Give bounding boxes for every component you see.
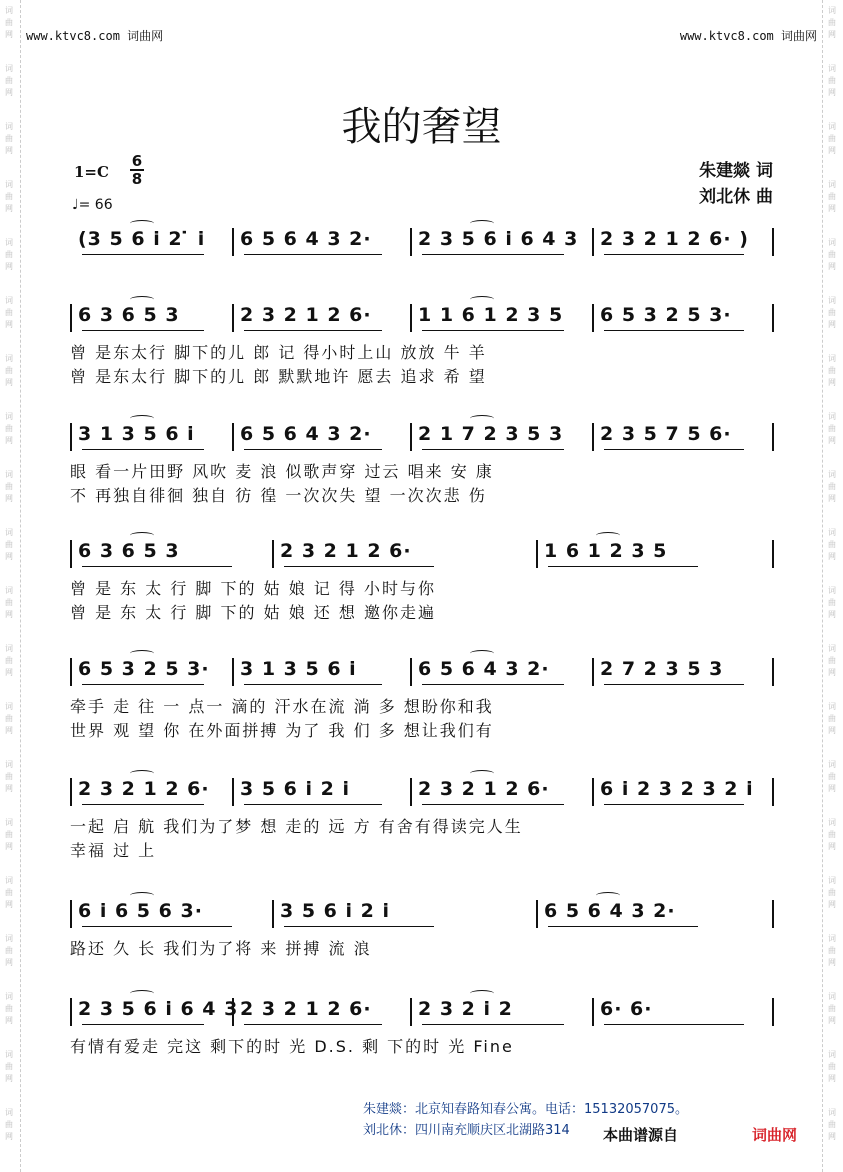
watermark-glyph: 曲 xyxy=(828,656,836,665)
lyricist-credit: 朱建燚 词 xyxy=(699,161,773,181)
watermark-glyph: 词 xyxy=(5,470,13,479)
beam-underline xyxy=(82,804,204,805)
source-brand-logo[interactable]: 词曲网 xyxy=(752,1126,798,1144)
lyric-line: 路还 久 长 我们为了将 来 拼搏 流 浪 xyxy=(70,939,372,958)
measure-notes: 6· 6· xyxy=(600,998,653,1020)
watermark-glyph: 网 xyxy=(828,378,836,387)
bar-line xyxy=(232,228,234,256)
slur-mark xyxy=(470,990,494,997)
watermark-glyph: 曲 xyxy=(5,192,13,201)
beam-underline xyxy=(604,254,744,255)
bar-line xyxy=(592,228,594,256)
bar-line xyxy=(410,998,412,1026)
measure-notes: 6 5 3 2 5 3· xyxy=(78,658,210,680)
watermark-glyph: 词 xyxy=(5,6,13,15)
lyric-line: 不 再独自徘徊 独自 彷 徨 一次次失 望 一次次悲 伤 xyxy=(70,486,487,505)
watermark-glyph: 曲 xyxy=(828,714,836,723)
bar-line xyxy=(70,900,72,928)
watermark-glyph: 词 xyxy=(5,644,13,653)
beam-underline xyxy=(244,804,382,805)
left-margin-watermark xyxy=(0,0,21,1172)
beam-underline xyxy=(422,449,564,450)
watermark-glyph: 网 xyxy=(5,262,13,271)
measure-notes: 3 1 3 5 6 i xyxy=(78,423,195,445)
watermark-glyph: 网 xyxy=(828,494,836,503)
watermark-glyph: 曲 xyxy=(5,250,13,259)
watermark-glyph: 网 xyxy=(828,726,836,735)
beam-underline xyxy=(82,1024,204,1025)
watermark-glyph: 词 xyxy=(5,412,13,421)
slur-mark xyxy=(470,650,494,657)
bar-line xyxy=(536,900,538,928)
watermark-glyph: 曲 xyxy=(5,540,13,549)
beam-underline xyxy=(422,330,564,331)
watermark-glyph: 网 xyxy=(828,146,836,155)
beam-underline xyxy=(244,330,382,331)
watermark-glyph: 曲 xyxy=(5,308,13,317)
watermark-glyph: 词 xyxy=(828,992,836,1001)
bar-line xyxy=(410,658,412,686)
footer-contact-lyricist: 朱建燚：北京知春路知春公寓。电话：15132057075。 xyxy=(363,1102,688,1117)
beam-underline xyxy=(82,449,204,450)
measure-notes: 2 3 5 6 i 6 4 3 xyxy=(418,228,579,250)
watermark-glyph: 曲 xyxy=(5,1062,13,1071)
slur-mark xyxy=(470,296,494,303)
beam-underline xyxy=(244,449,382,450)
measure-notes: 2 3 2 1 2 6· ) xyxy=(600,228,749,250)
bar-line xyxy=(772,540,774,568)
watermark-glyph: 网 xyxy=(5,146,13,155)
lyric-line: 牵手 走 往 一 点一 滴的 汗水在流 淌 多 想盼你和我 xyxy=(70,697,494,716)
watermark-glyph: 曲 xyxy=(5,888,13,897)
bar-line xyxy=(772,778,774,806)
beam-underline xyxy=(82,684,204,685)
watermark-glyph: 曲 xyxy=(5,1120,13,1129)
watermark-glyph: 曲 xyxy=(5,656,13,665)
bar-line xyxy=(772,228,774,256)
watermark-glyph: 词 xyxy=(828,528,836,537)
slur-mark xyxy=(130,770,154,777)
watermark-glyph: 词 xyxy=(5,934,13,943)
watermark-glyph: 词 xyxy=(828,122,836,131)
bar-line xyxy=(772,998,774,1026)
watermark-glyph: 网 xyxy=(5,204,13,213)
watermark-glyph: 曲 xyxy=(828,772,836,781)
beam-underline xyxy=(244,254,382,255)
measure-notes: 1 1 6 1 2 3 5 xyxy=(418,304,564,326)
beam-underline xyxy=(284,566,434,567)
bar-line xyxy=(772,423,774,451)
watermark-glyph: 曲 xyxy=(828,540,836,549)
watermark-glyph: 网 xyxy=(5,552,13,561)
footer-contact-composer: 刘北休：四川南充顺庆区北湖路314 xyxy=(363,1123,570,1138)
watermark-glyph: 词 xyxy=(828,470,836,479)
watermark-glyph: 词 xyxy=(5,992,13,1001)
watermark-glyph: 网 xyxy=(5,784,13,793)
beam-underline xyxy=(548,566,698,567)
watermark-glyph: 网 xyxy=(5,610,13,619)
bar-line xyxy=(70,778,72,806)
watermark-glyph: 词 xyxy=(5,1108,13,1117)
beam-underline xyxy=(422,254,564,255)
slur-mark xyxy=(596,532,620,539)
measure-notes: 6 5 6 4 3 2· xyxy=(418,658,550,680)
watermark-glyph: 网 xyxy=(5,1016,13,1025)
watermark-glyph: 曲 xyxy=(828,366,836,375)
watermark-glyph: 词 xyxy=(828,180,836,189)
watermark-glyph: 词 xyxy=(5,818,13,827)
watermark-glyph: 网 xyxy=(5,320,13,329)
watermark-glyph: 词 xyxy=(828,354,836,363)
watermark-glyph: 曲 xyxy=(828,1004,836,1013)
beam-underline xyxy=(244,1024,382,1025)
bar-line xyxy=(772,658,774,686)
measure-notes: 2 3 2 1 2 6· xyxy=(240,998,372,1020)
slur-mark xyxy=(470,770,494,777)
beam-underline xyxy=(284,926,434,927)
measure-notes: 2 3 2 i 2 xyxy=(418,998,513,1020)
watermark-glyph: 词 xyxy=(5,296,13,305)
watermark-glyph: 曲 xyxy=(828,946,836,955)
watermark-glyph: 曲 xyxy=(5,946,13,955)
watermark-glyph: 网 xyxy=(828,436,836,445)
slur-mark xyxy=(130,892,154,899)
time-signature xyxy=(130,153,144,187)
site-url-right[interactable]: www.ktvc8.com 词曲网 xyxy=(679,29,817,43)
watermark-glyph: 词 xyxy=(828,296,836,305)
watermark-glyph: 词 xyxy=(828,586,836,595)
watermark-glyph: 词 xyxy=(5,528,13,537)
lyric-line: 曾 是 东 太 行 脚 下的 姑 娘 还 想 邀你走遍 xyxy=(70,603,436,622)
lyric-line: 有情有爱走 完这 剩下的时 光 D.S. 剩 下的时 光 Fine xyxy=(70,1037,514,1056)
beam-underline xyxy=(604,330,744,331)
watermark-glyph: 词 xyxy=(5,702,13,711)
slur-mark xyxy=(130,532,154,539)
bar-line xyxy=(592,304,594,332)
beam-underline xyxy=(604,1024,744,1025)
watermark-glyph: 网 xyxy=(5,842,13,851)
watermark-glyph: 词 xyxy=(828,412,836,421)
watermark-glyph: 网 xyxy=(5,726,13,735)
measure-notes: 6 i 6 5 6 3· xyxy=(78,900,203,922)
measure-notes: 3 5 6 i 2 i xyxy=(280,900,390,922)
beam-underline xyxy=(422,684,564,685)
watermark-glyph: 词 xyxy=(828,702,836,711)
bar-line xyxy=(536,540,538,568)
watermark-glyph: 曲 xyxy=(828,308,836,317)
watermark-glyph: 网 xyxy=(828,88,836,97)
watermark-glyph: 网 xyxy=(828,204,836,213)
watermark-glyph: 词 xyxy=(5,354,13,363)
watermark-glyph: 词 xyxy=(5,1050,13,1059)
measure-notes: 2 3 2 1 2 6· xyxy=(78,778,210,800)
lyric-line: 眼 看一片田野 风吹 麦 浪 似歌声穿 过云 唱来 安 康 xyxy=(70,462,494,481)
slur-mark xyxy=(130,415,154,422)
watermark-glyph: 词 xyxy=(828,1050,836,1059)
key-signature: 1=C xyxy=(74,163,109,181)
watermark-glyph: 网 xyxy=(828,1132,836,1141)
watermark-glyph: 曲 xyxy=(828,18,836,27)
watermark-glyph: 曲 xyxy=(828,424,836,433)
watermark-glyph: 词 xyxy=(828,876,836,885)
watermark-glyph: 词 xyxy=(828,6,836,15)
watermark-glyph: 词 xyxy=(828,644,836,653)
watermark-glyph: 词 xyxy=(5,238,13,247)
bar-line xyxy=(592,778,594,806)
watermark-glyph: 曲 xyxy=(5,134,13,143)
watermark-glyph: 网 xyxy=(5,30,13,39)
watermark-glyph: 曲 xyxy=(5,1004,13,1013)
watermark-glyph: 词 xyxy=(5,876,13,885)
beam-underline xyxy=(422,804,564,805)
beam-underline xyxy=(82,566,232,567)
watermark-glyph: 曲 xyxy=(828,482,836,491)
measure-notes: 2 3 2 1 2 6· xyxy=(280,540,412,562)
measure-notes: 6 5 6 4 3 2· xyxy=(240,228,372,250)
bar-line xyxy=(592,423,594,451)
watermark-glyph: 网 xyxy=(5,494,13,503)
measure-notes: 6 i 2 3 2 3 2 i xyxy=(600,778,754,800)
beam-underline xyxy=(604,804,744,805)
right-margin-watermark xyxy=(822,0,843,1172)
bar-line xyxy=(592,658,594,686)
measure-notes: 2 3 2 1 2 6· xyxy=(240,304,372,326)
watermark-glyph: 曲 xyxy=(828,192,836,201)
watermark-glyph: 词 xyxy=(828,1108,836,1117)
watermark-glyph: 网 xyxy=(828,610,836,619)
measure-notes: 6 5 6 4 3 2· xyxy=(544,900,676,922)
tempo-marking: ♩= 66 xyxy=(72,197,113,213)
bar-line xyxy=(410,423,412,451)
watermark-glyph: 网 xyxy=(5,958,13,967)
bar-line xyxy=(70,304,72,332)
bar-line xyxy=(410,778,412,806)
slur-mark xyxy=(130,650,154,657)
beam-underline xyxy=(604,449,744,450)
watermark-glyph: 曲 xyxy=(5,598,13,607)
source-label: 本曲谱源自 xyxy=(603,1126,679,1144)
slur-mark xyxy=(130,990,154,997)
watermark-glyph: 曲 xyxy=(828,250,836,259)
watermark-glyph: 网 xyxy=(828,552,836,561)
time-sig-bottom: 8 xyxy=(131,170,143,188)
site-url-left[interactable]: www.ktvc8.com 词曲网 xyxy=(26,29,164,43)
time-sig-top: 6 xyxy=(131,152,143,170)
beam-underline xyxy=(244,684,382,685)
measure-notes: 3 1 3 5 6 i xyxy=(240,658,357,680)
watermark-glyph: 曲 xyxy=(828,76,836,85)
beam-underline xyxy=(548,926,698,927)
watermark-glyph: 曲 xyxy=(5,772,13,781)
bar-line xyxy=(70,998,72,1026)
watermark-glyph: 曲 xyxy=(5,482,13,491)
watermark-glyph: 曲 xyxy=(5,830,13,839)
watermark-glyph: 曲 xyxy=(5,424,13,433)
beam-underline xyxy=(82,330,204,331)
watermark-glyph: 网 xyxy=(828,842,836,851)
watermark-glyph: 网 xyxy=(828,958,836,967)
lyric-line: 曾 是东太行 脚下的儿 郎 默默地许 愿去 追求 希 望 xyxy=(70,367,487,386)
beam-underline xyxy=(422,1024,564,1025)
lyric-line: 曾 是东太行 脚下的儿 郎 记 得小时上山 放放 牛 羊 xyxy=(70,343,487,362)
lyric-line: 幸福 过 上 xyxy=(70,841,157,860)
watermark-glyph: 曲 xyxy=(828,598,836,607)
bar-line xyxy=(232,658,234,686)
composer-credit: 刘北休 曲 xyxy=(699,187,773,207)
bar-line xyxy=(70,423,72,451)
watermark-glyph: 词 xyxy=(828,64,836,73)
watermark-glyph: 网 xyxy=(5,88,13,97)
slur-mark xyxy=(130,220,154,227)
bar-line xyxy=(232,423,234,451)
watermark-glyph: 词 xyxy=(5,64,13,73)
watermark-glyph: 网 xyxy=(828,1074,836,1083)
watermark-glyph: 词 xyxy=(828,934,836,943)
beam-underline xyxy=(82,926,232,927)
watermark-glyph: 词 xyxy=(5,180,13,189)
watermark-glyph: 曲 xyxy=(5,18,13,27)
slur-mark xyxy=(596,892,620,899)
watermark-glyph: 网 xyxy=(828,668,836,677)
watermark-glyph: 网 xyxy=(828,262,836,271)
watermark-glyph: 网 xyxy=(828,784,836,793)
measure-notes: 6 5 6 4 3 2· xyxy=(240,423,372,445)
bar-line xyxy=(772,900,774,928)
watermark-glyph: 词 xyxy=(5,760,13,769)
watermark-glyph: 网 xyxy=(828,320,836,329)
watermark-glyph: 曲 xyxy=(5,714,13,723)
bar-line xyxy=(70,658,72,686)
watermark-glyph: 词 xyxy=(828,238,836,247)
watermark-glyph: 网 xyxy=(5,378,13,387)
bar-line xyxy=(70,540,72,568)
bar-line xyxy=(232,778,234,806)
watermark-glyph: 网 xyxy=(5,1132,13,1141)
measure-notes: 1 6 1 2 3 5 xyxy=(544,540,668,562)
bar-line xyxy=(592,998,594,1026)
watermark-glyph: 网 xyxy=(5,668,13,677)
watermark-glyph: 网 xyxy=(828,1016,836,1025)
beam-underline xyxy=(604,684,744,685)
measure-notes: 2 3 2 1 2 6· xyxy=(418,778,550,800)
measure-notes: 2 1 7 2 3 5 3 xyxy=(418,423,564,445)
bar-line xyxy=(410,228,412,256)
lyric-line: 一起 启 航 我们为了梦 想 走的 远 方 有舍有得读完人生 xyxy=(70,817,523,836)
lyric-line: 曾 是 东 太 行 脚 下的 姑 娘 记 得 小时与你 xyxy=(70,579,436,598)
measure-notes: (3 5 6 i 2 ̇ i xyxy=(78,228,206,250)
watermark-glyph: 词 xyxy=(5,586,13,595)
watermark-glyph: 词 xyxy=(5,122,13,131)
watermark-glyph: 曲 xyxy=(828,1062,836,1071)
watermark-glyph: 曲 xyxy=(5,76,13,85)
watermark-glyph: 词 xyxy=(828,818,836,827)
lyric-line: 世界 观 望 你 在外面拼搏 为了 我 们 多 想让我们有 xyxy=(70,721,494,740)
bar-line xyxy=(772,304,774,332)
measure-notes: 6 3 6 5 3 xyxy=(78,540,180,562)
slur-mark xyxy=(130,296,154,303)
measure-notes: 2 7 2 3 5 3 xyxy=(600,658,724,680)
measure-notes: 3 5 6 i 2 i xyxy=(240,778,350,800)
bar-line xyxy=(410,304,412,332)
measure-notes: 2 3 5 7 5 6· xyxy=(600,423,732,445)
watermark-glyph: 曲 xyxy=(828,888,836,897)
slur-mark xyxy=(470,220,494,227)
watermark-glyph: 曲 xyxy=(828,830,836,839)
measure-notes: 2 3 5 6 i 6 4 3 xyxy=(78,998,239,1020)
measure-notes: 6 5 3 2 5 3· xyxy=(600,304,732,326)
watermark-glyph: 网 xyxy=(828,900,836,909)
watermark-glyph: 网 xyxy=(828,30,836,39)
bar-line xyxy=(272,540,274,568)
measure-notes: 6 3 6 5 3 xyxy=(78,304,180,326)
watermark-glyph: 词 xyxy=(828,760,836,769)
bar-line xyxy=(272,900,274,928)
watermark-glyph: 曲 xyxy=(5,366,13,375)
watermark-glyph: 网 xyxy=(5,1074,13,1083)
song-title: 我的奢望 xyxy=(341,104,502,150)
watermark-glyph: 网 xyxy=(5,436,13,445)
bar-line xyxy=(232,304,234,332)
slur-mark xyxy=(470,415,494,422)
watermark-glyph: 曲 xyxy=(828,134,836,143)
watermark-glyph: 曲 xyxy=(828,1120,836,1129)
beam-underline xyxy=(82,254,204,255)
watermark-glyph: 网 xyxy=(5,900,13,909)
